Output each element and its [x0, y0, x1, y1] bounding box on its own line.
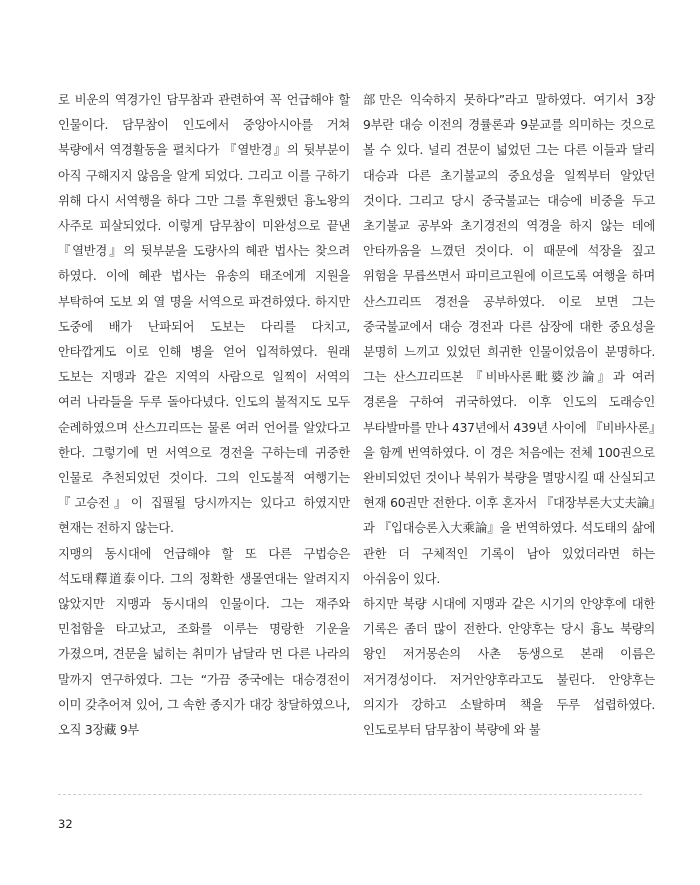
right-text-column — [363, 88, 655, 743]
page-number: 32 — [58, 817, 73, 831]
left-text-column — [58, 88, 350, 743]
paragraph-seokdotae-intro: 지맹의 동시대에 언급해야 할 또 다른 구법승은 석도태釋道泰이다. 그의 정확한 생몰연대는 알려지지 않았지만 지맹과 동시대의 인물이다. 그는 재주와 민첩함을 타고났고, 조화를 이루는 명랑한 기운을 가졌으며, 견문을 넓히는 취미가 남달라 먼 다른 나라의 말까지 연구하였다. 그는 “가끔 중국에는 대승경전이 이미 갖추어져 있어, 그 속한 종지가 대강 창달하였으나, 오직 3장藏 9부 — [58, 546, 350, 738]
paragraph-seokdotae-translation: 部만은 익숙하지 못하다”라고 말하였다. 여기서 3장 9부란 대승 이전의 경률론과 9분교를 의미하는 것으로 볼 수 있다. 널리 견문이 넓었던 그는 다른 이들과 달리 대승과 다른 초기불교의 중요성을 일찍부터 알았던 것이다. 그리고 당시 중국불교는 대승에 비중을 두고 초기불교 공부와 초기경전의 역경을 하지 않는 데에 안타까움을 느꼈던 것이다. 이 때문에 석장을 짚고 위험을 무릅쓰면서 파미르고원에 이르도록 여행을 하며 산스끄리뜨 경전을 공부하였다. 이로 보면 그는 중국불교에서 대승 경전과 다른 삼장에 대한 중요성을 분명히 느끼고 있었던 희귀한 인물이었음이 분명하다. 그는 산스끄리뜨본 『비바사론毗婆沙論』과 여러 경론을 구하여 귀국하였다. 이후 인도의 도래승인 부타발마를 만나 437년에서 439년 사이에 『비바사론』을 함께 번역하였다. 이 경은 처음에는 전체 100권으로 완비되었던 것이나 북위가 북량을 멸망시킬 때 산실되고 현재 60권만 전한다. 이후 혼자서 『대장부론大丈夫論』과 『입대승론入大乘論』을 번역하였다. 석도태의 삶에 관한 더 구체적인 기록이 남아 있었더라면 하는 아쉬움이 있다. — [363, 93, 655, 586]
paragraph-dobo: 로 비운의 역경가인 담무참과 관련하여 꼭 언급해야 할 인물이다. 담무참이 인도에서 중앙아시아를 거쳐 북량에서 역경활동을 펼치다가 『열반경』의 뒷부분이 아직 구해지지 않음을 알게 되었다. 그리고 이를 구하기 위해 다시 서역행을 하다 그만 그를 후원했던 흉노왕의 사주로 피살되었다. 이렇게 담무참이 미완성으로 끝낸 『열반경』의 뒷부분을 도량사의 혜관 법사는 찾으려 하였다. 이에 혜관 법사는 유송의 태조에게 지원을 부탁하여 도보 외 열 명을 서역으로 파견하였다. 하지만 도중에 배가 난파되어 도보는 다리를 다치고, 안타깝게도 이로 인해 병을 얻어 입적하였다. 원래 도보는 지맹과 같은 지역의 사람으로 일찍이 서역의 여러 나라들을 두루 돌아다녔다. 인도의 불적지도 모두 순례하였으며 산스끄리뜨는 물론 여러 언어를 알았다고 한다. 그렇기에 먼 서역으로 경전을 구하는데 귀중한 인물로 추천되었던 것이다. 그의 인도불적 여행기는 『고승전』이 집필될 당시까지는 있다고 하였지만 현재는 전하지 않는다. — [58, 93, 350, 536]
footer-divider — [58, 794, 642, 795]
paragraph-anyanghu: 하지만 북량 시대에 지맹과 같은 시기의 안양후에 대한 기록은 좀더 많이 전한다. 안양후는 당시 흉노 북량의 왕인 저거몽손의 사촌 동생으로 본래 이름은 저거경성이다. 저거안양후라고도 불린다. 안양후는 의지가 강하고 소탈하며 책을 두루 섭렵하였다. 인도로부터 담무참이 북량에 와 불 — [363, 597, 655, 738]
